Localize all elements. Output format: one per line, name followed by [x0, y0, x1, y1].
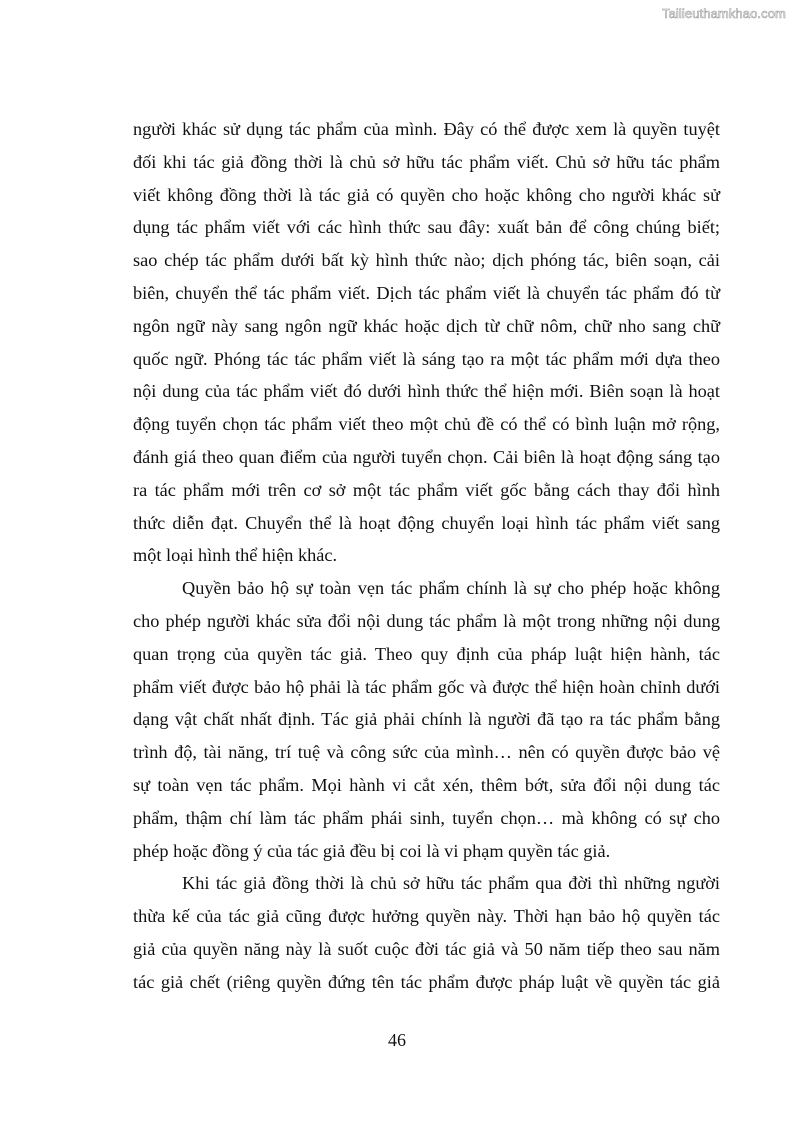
text-line: dạng vật chất nhất định. Tác giả phải chính là người đã tạo ra tác phẩm bằng — [133, 709, 720, 730]
text-line: dụng tác phẩm viết với các hình thức sau đây: xuất bản để công chúng biết; — [133, 217, 720, 238]
text-line: ra tác phẩm mới trên cơ sở một tác phẩm viết gốc bằng cách thay đổi hình — [133, 479, 720, 500]
text-line: quan trọng của quyền tác giả. Theo quy định của pháp luật hiện hành, tác — [133, 643, 720, 664]
text-line: sao chép tác phẩm dưới bất kỳ hình thức nào; dịch phóng tác, biên soạn, cải — [133, 250, 720, 271]
text-line: trình độ, tài năng, trí tuệ và công sức của mình… nên có quyền được bảo vệ — [133, 742, 720, 763]
text-line: một loại hình thể hiện khác. — [133, 545, 338, 566]
text-line: nội dung của tác phẩm viết đó dưới hình thức thể hiện mới. Biên soạn là hoạt — [133, 381, 720, 402]
text-line: đánh giá theo quan điểm của người tuyển chọn. Cải biên là hoạt động sáng tạo — [133, 446, 720, 467]
text-line: quốc ngữ. Phóng tác tác phẩm viết là sáng tạo ra một tác phẩm mới dựa theo — [133, 348, 720, 369]
text-line: phẩm, thậm chí làm tác phẩm phái sinh, tuyển chọn… mà không có sự cho — [133, 807, 720, 828]
text-line: cho phép người khác sửa đổi nội dung tác phẩm là một trong những nội dung — [133, 610, 720, 631]
text-line: người khác sử dụng tác phẩm của mình. Đây có thể được xem là quyền tuyệt — [133, 119, 720, 139]
paragraph-first-line: Quyền bảo hộ sự toàn vẹn tác phẩm chính là sự cho phép hoặc không — [182, 578, 720, 599]
text-line: động tuyển chọn tác phẩm viết theo một chủ đề có thể có bình luận mở rộng, — [133, 414, 720, 435]
text-line: thức diễn đạt. Chuyển thể là hoạt động chuyển loại hình tác phẩm viết sang — [133, 512, 720, 533]
text-line: thừa kế của tác giả cũng được hưởng quyền này. Thời hạn bảo hộ quyền tác — [133, 906, 720, 927]
text-line: tác giả chết (riêng quyền đứng tên tác phẩm được pháp luật về quyền tác giả — [133, 971, 720, 992]
watermark: Tailieuthamkhao.com — [661, 6, 786, 21]
text-line: giả của quyền năng này là suốt cuộc đời tác giả và 50 năm tiếp theo sau năm — [133, 938, 720, 959]
page-number: 46 — [388, 1030, 406, 1050]
text-line: phép hoặc đồng ý của tác giả đều bị coi là vi phạm quyền tác giả. — [133, 840, 611, 861]
text-line: sự toàn vẹn tác phẩm. Mọi hành vi cắt xén, thêm bớt, sửa đổi nội dung tác — [133, 774, 720, 795]
text-line: biên, chuyển thể tác phẩm viết. Dịch tác phẩm viết là chuyển tác phẩm đó từ — [133, 282, 720, 303]
paragraph-first-line: Khi tác giả đồng thời là chủ sở hữu tác phẩm qua đời thì những người — [182, 873, 720, 894]
text-line: ngôn ngữ này sang ngôn ngữ khác hoặc dịch từ chữ nôm, chữ nho sang chữ — [133, 315, 720, 336]
page-body — [133, 113, 720, 999]
text-line: đối khi tác giả đồng thời là chủ sở hữu tác phẩm viết. Chủ sở hữu tác phẩm — [133, 151, 720, 172]
text-line: viết không đồng thời là tác giả có quyền cho hoặc không cho người khác sử — [133, 184, 720, 205]
text-line: phẩm viết được bảo hộ phải là tác phẩm gốc và được thể hiện hoàn chỉnh dưới — [133, 676, 720, 697]
